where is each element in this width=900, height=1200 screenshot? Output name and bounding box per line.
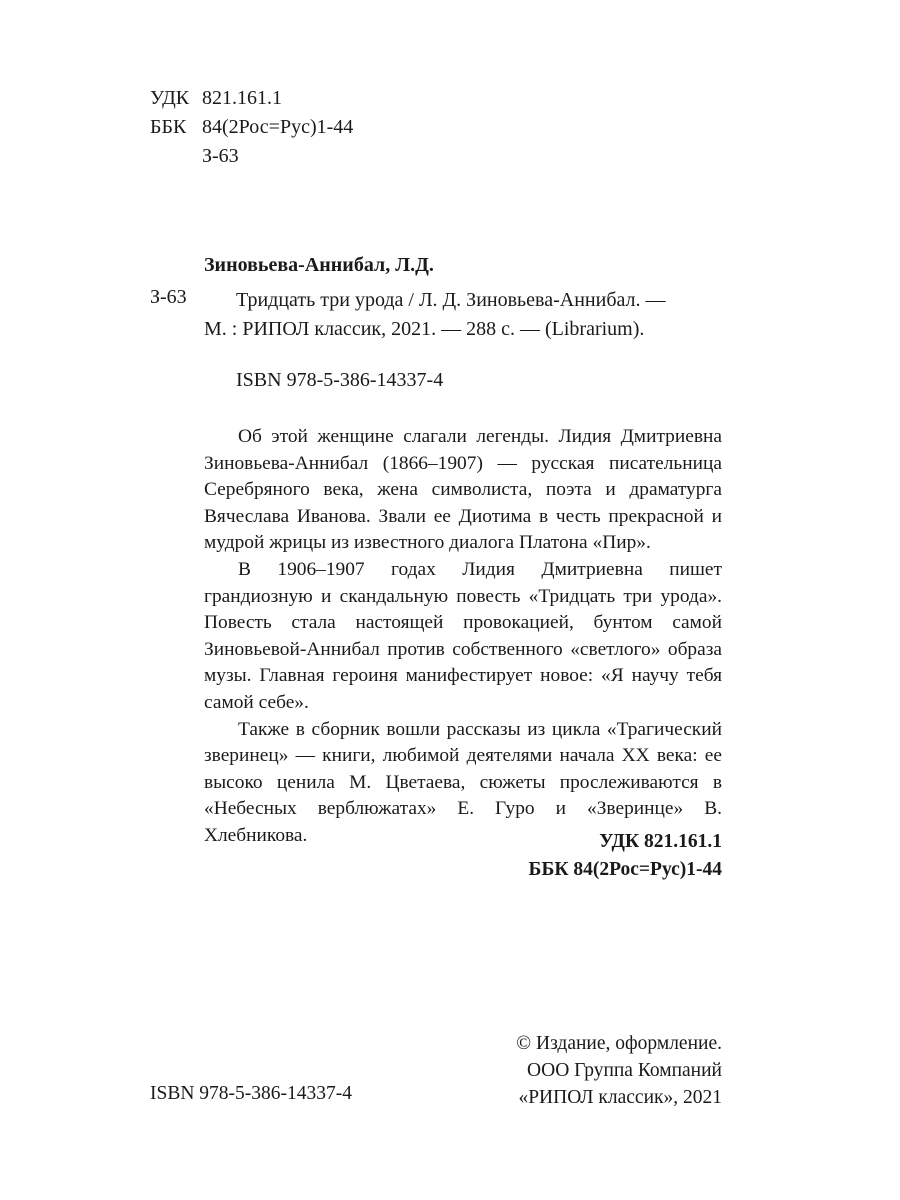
copyright-line: ООО Группа Компаний (527, 1060, 722, 1081)
copyright-block (516, 1030, 722, 1111)
classification-codes-bold (529, 828, 722, 884)
author-heading: Зиновьева-Аннибал, Л.Д. (204, 254, 434, 276)
udk-key: УДК (150, 87, 190, 109)
annotation-paragraph: Об этой женщине слагали легенды. Лидия Дмитриевна Зиновьева-Аннибал (1866–1907) — русская писательница Серебряного века, жена символиста, поэта и драматурга Вячеслава Иванова. Звали ее Диотима в честь прекрасной и мудрой жрицы из известного диалога Платона «Пир». (204, 426, 722, 554)
author-mark-spacer (150, 142, 202, 171)
author-mark-code: З-63 (202, 145, 239, 167)
bbk-key: ББК (150, 116, 187, 138)
bbk-row (150, 113, 353, 142)
entry-author-mark: З-63 (150, 286, 187, 308)
biblio-line-title: Тридцать три урода / Л. Д. Зиновьева-Аннибал. — (236, 289, 666, 311)
udk-bold: УДК 821.161.1 (599, 831, 722, 852)
bibliographic-description (204, 286, 726, 344)
annotation (204, 424, 722, 850)
udk-row (150, 84, 353, 113)
copyright-line: «РИПОЛ классик», 2021 (518, 1087, 722, 1108)
udk-value: 821.161.1 (202, 87, 282, 109)
author-mark-row (150, 142, 353, 171)
bbk-bold: ББК 84(2Рос=Рус)1-44 (528, 859, 722, 880)
bbk-value: 84(2Рос=Рус)1-44 (202, 116, 354, 138)
annotation-paragraph: Также в сборник вошли рассказы из цикла «Трагический зверинец» — книги, любимой деятелями начала XX века: ее высоко ценила М. Цветаева, сюжеты прослеживаются в «Небесных верблюжатах» Е. Гуро и «Зверинце» В. Хлебникова. (204, 718, 722, 846)
copyright-line: © Издание, оформление. (516, 1033, 722, 1054)
entry-isbn: ISBN 978-5-386-14337-4 (236, 369, 444, 391)
biblio-line-publisher: М. : РИПОЛ классик, 2021. — 288 с. — (Librarium). (204, 318, 645, 340)
footer-isbn: ISBN 978-5-386-14337-4 (150, 1083, 353, 1104)
classification-codes (150, 84, 353, 171)
annotation-paragraph: В 1906–1907 годах Лидия Дмитриевна пишет грандиозную и скандальную повесть «Тридцать три урода». Повесть стала настоящей провокацией, бунтом самой Зиновьевой-Аннибал против собственного «светлого» образа музы. Главная героиня манифестирует новое: «Я научу тебя самой себе». (204, 558, 722, 713)
